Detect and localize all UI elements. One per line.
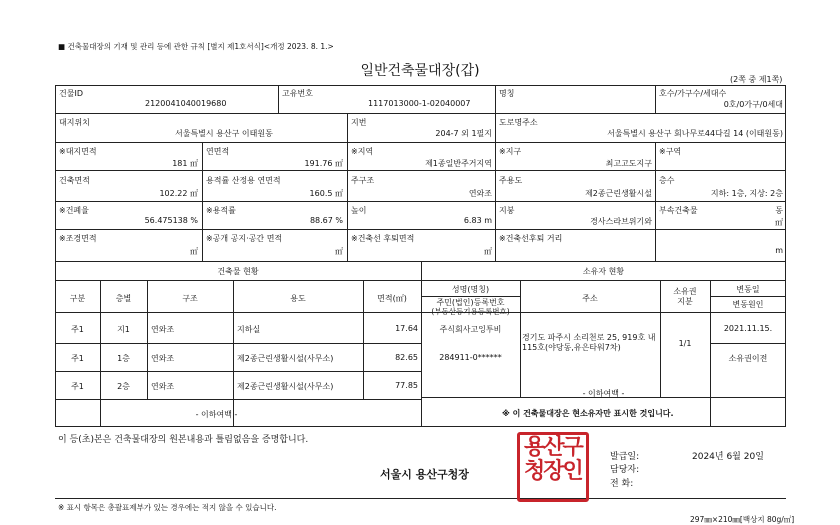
landscape-value: ㎡	[190, 247, 198, 256]
landscape-label: ※조경면적	[59, 234, 97, 243]
annex-label: 부속건축물	[659, 206, 698, 215]
setback-area-value: ㎡	[484, 247, 492, 256]
annex-count-unit: 동	[775, 206, 783, 215]
height-label: 높이	[351, 206, 367, 215]
name-label: 명칭	[499, 89, 515, 98]
building-id-value: 2120041040019680	[145, 99, 227, 108]
cell-area: 77.85	[395, 381, 418, 390]
building-status-title: 건축물 현황	[217, 267, 259, 276]
far-area-value: 160.5 ㎡	[309, 189, 343, 198]
owner-note: ※ 이 건축물대장은 현소유자만 표시한 것입니다.	[502, 409, 674, 418]
setback-area-label: ※건축선 후퇴면적	[351, 234, 415, 243]
owner-change-reason: 소유권이전	[728, 354, 768, 363]
col-owner-reg-sub: (부동산등기용등록번호)	[431, 307, 510, 316]
zone-value: 제1종일반주거지역	[425, 159, 492, 168]
owner-share: 1/1	[678, 339, 692, 348]
cell-floor: 1층	[117, 354, 130, 363]
building-area-value: 102.22 ㎡	[159, 189, 198, 198]
total-area-label: 연면적	[206, 147, 230, 156]
col-change-date: 변동일	[736, 285, 760, 294]
road-label: 도로명주소	[499, 118, 538, 127]
official-seal: 용산구 청장인	[517, 432, 589, 502]
col-structure: 구조	[182, 294, 198, 303]
footnote: ※ 표시 항목은 총괄표제부가 있는 경우에는 적지 않을 수 있습니다.	[58, 503, 277, 512]
officer-label: 담당자:	[610, 465, 640, 475]
cell-area: 82.65	[395, 353, 418, 362]
lot-label: 지번	[351, 118, 367, 127]
cell-type: 주1	[71, 382, 84, 391]
page-title: 일반건축물대장(갑)	[360, 63, 480, 79]
cell-use: 제2종근린생활시설(사무소)	[237, 382, 334, 391]
structure-label: 주구조	[351, 176, 375, 185]
owner-change-date: 2021.11.15.	[723, 324, 773, 333]
height-value: 6.83 m	[463, 216, 492, 225]
cell-structure: 연와조	[151, 382, 175, 391]
cell-use: 제2종근린생활시설(사무소)	[237, 354, 334, 363]
cell-floor: 지1	[117, 325, 130, 334]
col-owner-reg: 주민(법인)등록번호	[436, 298, 505, 307]
issue-date-label: 발급일:	[610, 452, 640, 462]
col-area: 면적(㎡)	[377, 294, 407, 303]
roof-label: 지붕	[499, 206, 515, 215]
owner-name: 주식회사고잉투비	[439, 325, 502, 334]
building-id-label: 건물ID	[59, 89, 83, 98]
cell-structure: 연와조	[151, 325, 175, 334]
households-label: 호수/가구수/세대수	[659, 89, 727, 98]
cell-structure: 연와조	[151, 354, 175, 363]
lot-value: 204-7 외 1필지	[435, 129, 492, 138]
owner-status-title: 소유자 현황	[582, 267, 625, 276]
public-space-label: ※공개 공지·공간 면적	[206, 234, 283, 243]
setback-dist-label: ※건축선후퇴 거리	[499, 234, 563, 243]
col-owner-name: 성명(명칭)	[451, 285, 490, 294]
households-value: 0호/0가구/0세대	[723, 100, 783, 109]
phone-label: 전 화:	[610, 479, 634, 489]
annex-area-unit: ㎡	[775, 218, 783, 227]
floors-value: 지하: 1층, 지상: 2층	[710, 189, 783, 198]
site-value: 서울특별시 용산구 이태원동	[175, 129, 273, 138]
certify-text: 이 등(초)본은 건축물대장의 원본내용과 틀림없음을 증명합니다.	[58, 435, 309, 445]
regulation-note: ■ 건축물대장의 기재 및 관리 등에 관한 규칙 [별지 제1호서식]<개정 2023. 8. 1.>	[58, 42, 334, 51]
col-floor: 층별	[115, 294, 132, 303]
floors-label: 층수	[659, 176, 675, 185]
public-space-value: ㎡	[335, 247, 343, 256]
main-use-value: 제2종근린생활시설	[585, 189, 652, 198]
cell-type: 주1	[71, 354, 84, 363]
section-label: ※구역	[659, 147, 682, 156]
bcr-value: 56.475138 %	[144, 216, 198, 225]
floors-end-mark: - 이하여백 -	[195, 410, 238, 419]
cell-floor: 2층	[117, 382, 130, 391]
far-area-label: 용적률 산정용 연면적	[206, 176, 281, 185]
col-share: 소유권	[673, 287, 697, 296]
issuer-name: 서울시 용산구청장	[380, 468, 469, 481]
col-change-reason: 변동원인	[732, 300, 764, 309]
unique-no-value: 1117013000-1-02040007	[368, 99, 471, 108]
col-share-sub: 지분	[677, 297, 693, 306]
bcr-label: ※건폐율	[59, 206, 89, 215]
land-area-value: 181 ㎡	[172, 159, 198, 168]
building-area-label: 건축면적	[59, 176, 90, 185]
total-area-value: 191.76 ㎡	[304, 159, 343, 168]
setback-dist-value: m	[775, 246, 783, 255]
zone-label: ※지역	[351, 147, 374, 156]
land-area-label: ※대지면적	[59, 147, 97, 156]
page-info: (2쪽 중 제1쪽)	[730, 75, 783, 84]
cell-area: 17.64	[395, 324, 418, 333]
far-value: 88.67 %	[309, 216, 343, 225]
road-value: 서울특별시 용산구 회나무로44다길 14 (이태원동)	[607, 129, 783, 138]
col-use: 용도	[290, 294, 306, 303]
far-label: ※용적률	[206, 206, 236, 215]
structure-value: 연와조	[468, 189, 492, 198]
roof-value: 경사스라브위기와	[590, 217, 652, 226]
district-value: 최고고도지구	[605, 159, 652, 168]
issue-date-value: 2024년 6월 20일	[692, 452, 764, 462]
site-label: 대지위치	[59, 118, 90, 127]
owner-address: 경기도 파주시 소리천로 25, 919호 내 115호(야당동,유은타워7차)	[522, 333, 656, 352]
main-use-label: 주용도	[499, 176, 523, 185]
owner-end-mark: - 이하여백 -	[582, 389, 625, 398]
col-address: 주소	[582, 294, 598, 303]
paper-spec: 297㎜×210㎜[백상지 80g/㎡]	[690, 515, 795, 524]
col-type: 구분	[69, 294, 86, 303]
unique-no-label: 고유번호	[282, 89, 313, 98]
cell-use: 지하실	[237, 325, 261, 334]
cell-type: 주1	[71, 325, 84, 334]
district-label: ※지구	[499, 147, 522, 156]
owner-reg-no: 284911-0******	[439, 353, 502, 362]
